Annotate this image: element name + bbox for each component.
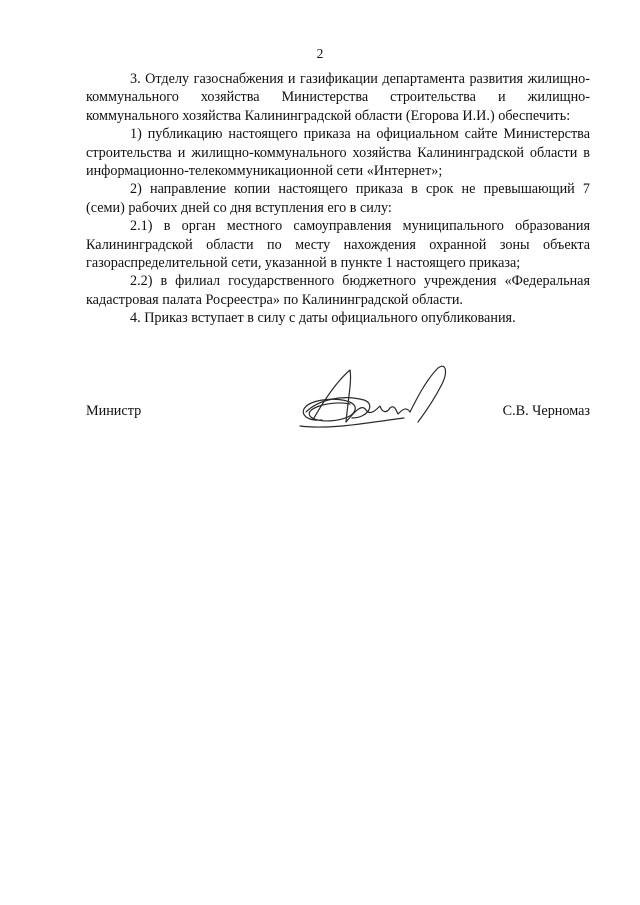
signature-block: [86, 360, 590, 460]
paragraph-3-1: 1) публикацию настоящего приказа на официальном сайте Министерства строительства и жилищно-коммунального хозяйства Калининградской области в информационно-телекоммуникационной сети «Интернет»;: [86, 126, 590, 180]
paragraph-3-2: 2) направление копии настоящего приказа в срок не превышающий 7 (семи) рабочих дней со дня вступления его в силу:: [86, 181, 590, 216]
paragraph-3-2-2: 2.2) в филиал государственного бюджетного учреждения «Федеральная кадастровая палата Росреестра» по Калининградской области.: [86, 273, 590, 308]
paragraph-4: 4. Приказ вступает в силу с даты официального опубликования.: [130, 310, 516, 327]
paragraph-3-2-1: 2.1) в орган местного самоуправления муниципального образования Калининградской области по месту нахождения охранной зоны объекта газораспределительной сети, указанной в пункте 1 настоящего приказа;: [86, 218, 590, 272]
signatory-position: Министр: [86, 403, 142, 419]
handwritten-signature: [292, 360, 472, 440]
paragraph-3: 3. Отделу газоснабжения и газификации департамента развития жилищно-коммунального хозяйства Министерства строительства и жилищно-коммунального хозяйства Калининградской области (Егорова И.И.) обеспечить:: [86, 71, 590, 124]
page-number: 2: [316, 46, 324, 61]
signatory-name: С.В. Черномаз: [502, 403, 590, 419]
document-body: [86, 70, 590, 328]
